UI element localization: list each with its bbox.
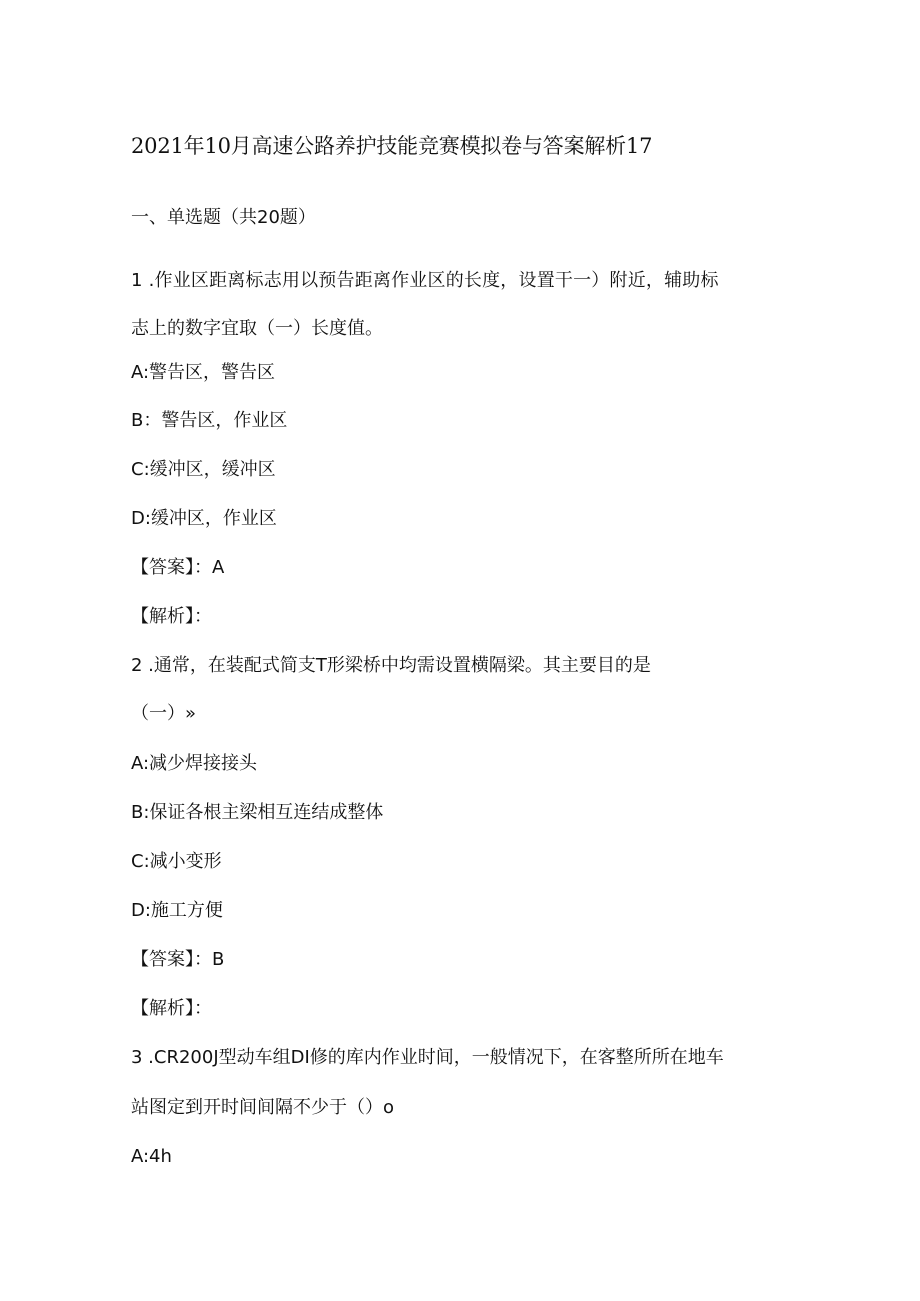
document-title: 2021年10月高速公路养护技能竞赛模拟卷与答案解析17 (131, 134, 653, 158)
question-3-stem-line-1: 3 .CR200J型动车组DI修的库内作业时间，一般情况下，在客整所所在地车 (131, 1047, 724, 1068)
question-2-analysis: 【解析】： (131, 998, 212, 1019)
question-1-option-b: B：警告区，作业区 (131, 410, 288, 431)
question-2-option-c: C:减小变形 (131, 851, 222, 872)
question-1-stem-line-2: 志上的数字宜取（一）长度值。 (131, 318, 383, 339)
question-3-stem-line-2: 站图定到开时间间隔不少于（）o (131, 1097, 395, 1118)
question-1-option-d: D:缓冲区，作业区 (131, 508, 277, 529)
question-2-option-b: B:保证各根主梁相互连结成整体 (131, 802, 384, 823)
section-heading: 一、单选题（共20题） (131, 207, 316, 228)
question-1-option-c: C:缓冲区，缓冲区 (131, 459, 276, 480)
question-2-option-a: A:减少焊接接头 (131, 753, 258, 774)
question-2-option-d: D:施工方便 (131, 900, 223, 921)
question-1-answer: 【答案】：A (131, 557, 225, 578)
question-1-stem-line-1: 1 .作业区距离标志用以预告距离作业区的长度，设置干一）附近，辅助标 (131, 270, 719, 291)
question-2-answer: 【答案】：B (131, 949, 225, 970)
question-1-option-a: A:警告区，警告区 (131, 362, 276, 383)
question-3-option-a: A:4h (131, 1146, 172, 1167)
question-2-stem-line-1: 2 .通常，在装配式简支T形梁桥中均需设置横隔梁。其主要目的是 (131, 655, 651, 676)
question-1-analysis: 【解析】： (131, 606, 212, 627)
question-2-stem-line-2: （一）» (131, 703, 197, 724)
